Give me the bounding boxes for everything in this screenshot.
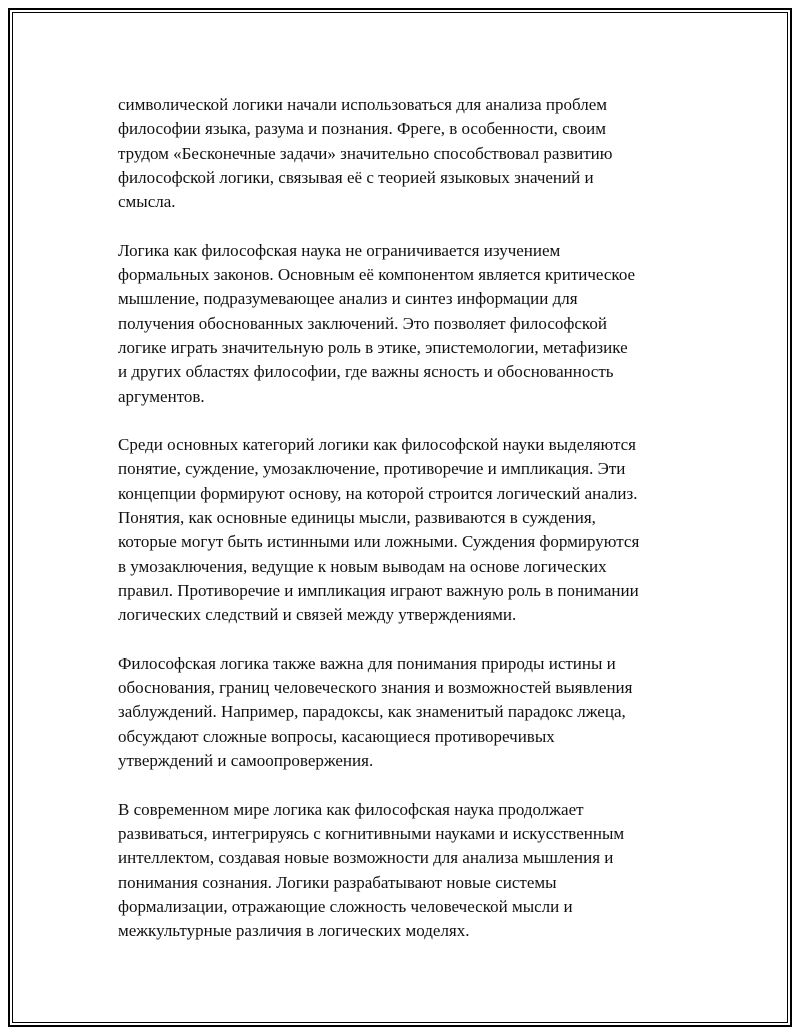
paragraph-4: Философская логика также важна для понимания природы истины и обоснования, границ человеческого знания и возможностей выявления заблуждений. Например, парадоксы, как знаменитый парадокс лжеца, обсуждают сложные вопросы, касающиеся противоречивых утверждений и самоопровержения. (118, 653, 633, 771)
paragraph-1: символической логики начали использоваться для анализа проблем философии языка, разума и познания. Фреге, в особенности, своим трудом «Бесконечные задачи» значительно способствовал развитию философской логики, связывая её с теорией языковых значений и смысла. (118, 95, 613, 212)
document-body (118, 93, 690, 968)
paragraph-2: Логика как философская наука не ограничивается изучением формальных законов. Основным её компонентом является критическое мышление, подразумевающее анализ и синтез информации для получения обоснованных заключений. Это позволяет философской логике играть значительную роль в этике, эпистемологии, метафизике и других областях философии, где важны ясность и обоснованность аргументов. (118, 240, 636, 406)
paragraph-3: Среди основных категорий логики как философской науки выделяются понятие, суждение, умозаключение, противоречие и импликация. Эти концепции формируют основу, на которой строится логический анализ. Понятия, как основные единицы мысли, развиваются в суждения, которые могут быть истинными или ложными. Суждения формируются в умозаключения, ведущие к новым выводам на основе логических правил. Противоречие и импликация играют важную роль в понимании логических следствий и связей между утверждениями. (118, 435, 640, 625)
paragraph-5: В современном мире логика как философская наука продолжает развиваться, интегрируясь с когнитивными науками и искусственным интеллектом, создавая новые возможности для анализа мышления и понимания сознания. Логики разрабатывают новые системы формализации, отражающие сложность человеческой мысли и межкультурные различия в логических моделях. (118, 799, 625, 941)
